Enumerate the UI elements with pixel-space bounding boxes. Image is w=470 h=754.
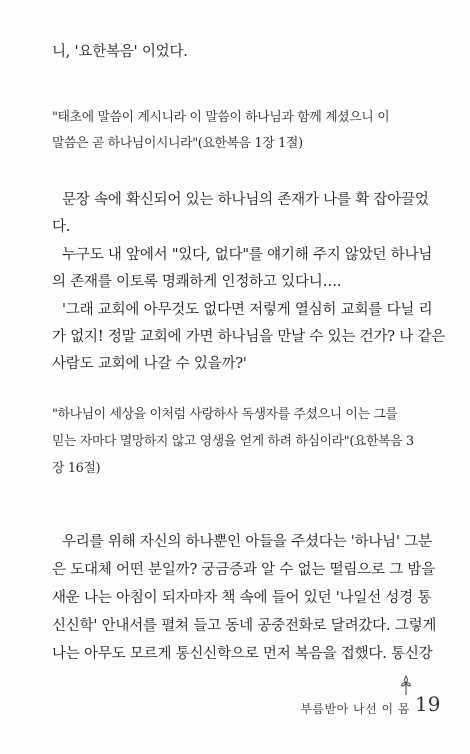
quote-1-line-2: 말씀은 곧 하나님이시니라"(요한복음 1장 1절) xyxy=(52,136,303,151)
para-4-line-4: 신신학' 안내서를 펼쳐 들고 동네 공중전화로 달려갔다. 그렇게 xyxy=(52,618,437,634)
para-1-line-2: 다. xyxy=(52,219,71,235)
quote-2-line-3: 장 16절) xyxy=(52,461,101,476)
para-1-line-1: 문장 속에 확신되어 있는 하나님의 존재가 나를 확 잡아끌었 xyxy=(62,192,429,208)
para-4-line-1: 우리를 위해 자신의 하나뿐인 아들을 주셨다는 '하나님' 그분 xyxy=(62,534,432,550)
quote-2-line-2: 믿는 자마다 멸망하지 않고 영생을 얻게 하려 하심이라"(요한복음 3 xyxy=(52,434,414,449)
running-footer-title: 부름받아 나선 이 몸 xyxy=(300,702,410,716)
flower-ornament-icon xyxy=(398,674,414,696)
para-4-line-2: 은 도대체 어떤 분일까? 궁금증과 알 수 없는 떨림으로 그 밤을 xyxy=(52,562,436,578)
para-2-line-2: 의 존재를 이토록 명쾌하게 인정하고 있다니…. xyxy=(52,274,342,290)
para-4-line-5: 나는 아무도 모르게 통신신학으로 먼저 복음을 접했다. 통신강 xyxy=(52,646,433,662)
para-3-line-3: 사람도 교회에 나갈 수 있을까?' xyxy=(52,356,247,372)
para-3-line-2: 가 없지! 정말 교회에 가면 하나님을 만날 수 있는 건가? 나 같은 xyxy=(52,329,446,345)
page-number: 19 xyxy=(415,692,441,716)
quote-2-line-1: "하나님이 세상을 이처럼 사랑하사 독생자를 주셨으니 이는 그를 xyxy=(52,407,398,422)
para-3-line-1: '그래 교회에 아무것도 없다면 저렇게 열심히 교회를 다닐 리 xyxy=(62,302,433,318)
intro-line: 니, '요한복음' 이었다. xyxy=(52,44,188,60)
para-2-line-1: 누구도 내 앞에서 "있다, 없다"를 얘기해 주지 않았던 하나님 xyxy=(62,247,433,263)
para-4-line-3: 새운 나는 아침이 되자마자 책 속에 들어 있던 '나일선 성경 통 xyxy=(52,590,432,606)
quote-1-line-1: "태초에 말씀이 계시니라 이 말씀이 하나님과 함께 계셨으니 이 xyxy=(52,110,390,125)
